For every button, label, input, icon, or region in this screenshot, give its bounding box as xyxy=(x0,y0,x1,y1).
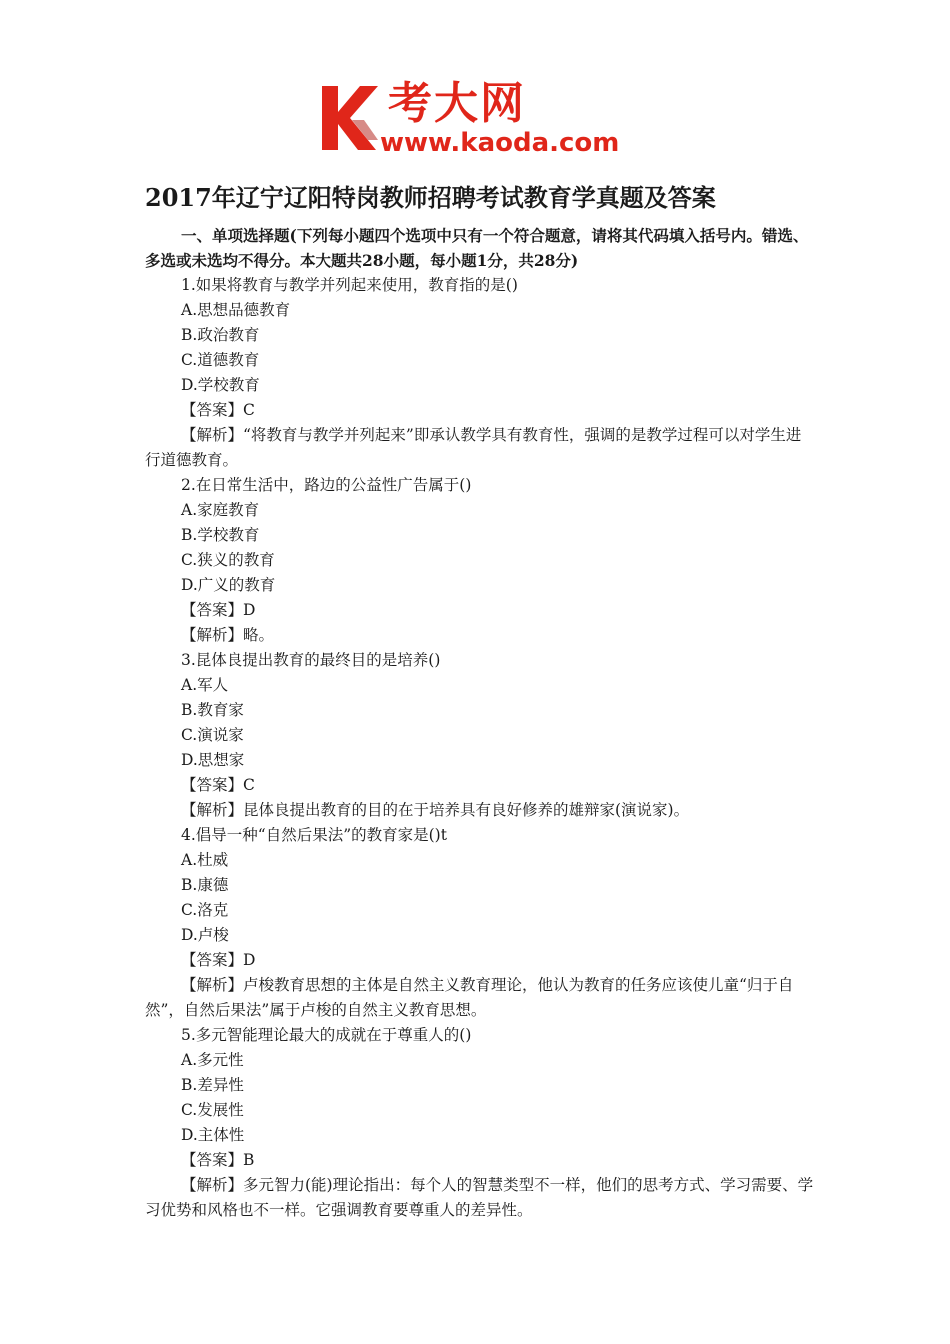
analysis: 【解析】卢梭教育思想的主体是自然主义教育理论，他认为教育的任务应该使儿童“归于自然”，自然后果法”属于卢梭的自然主义教育思想。 xyxy=(145,976,794,1019)
question-stem: 3.昆体良提出教育的最终目的是培养() xyxy=(181,651,441,669)
question-1 xyxy=(145,273,815,473)
answer: 【答案】C xyxy=(181,776,255,794)
document-body xyxy=(145,223,815,1223)
option-d: D.卢梭 xyxy=(181,926,229,944)
kaoda-logo xyxy=(318,78,638,158)
option-a: A.家庭教育 xyxy=(181,501,260,519)
section-heading: 一、单项选择题(下列每小题四个选项中只有一个符合题意，请将其代码填入括号内。错选、多选或未选均不得分。本大题共28小题，每小题1分，共28分) xyxy=(145,226,809,270)
analysis: 【解析】多元智力(能)理论指出：每个人的智慧类型不一样，他们的思考方式、学习需要、学习优势和风格也不一样。它强调教育要尊重人的差异性。 xyxy=(145,1176,814,1219)
question-stem: 1.如果将教育与教学并列起来使用，教育指的是() xyxy=(181,276,518,294)
question-4 xyxy=(145,823,815,1023)
option-b: B.学校教育 xyxy=(181,526,260,544)
question-5 xyxy=(145,1023,815,1223)
option-b: B.康德 xyxy=(181,876,229,894)
option-d: D.思想家 xyxy=(181,751,245,769)
option-c: C.道德教育 xyxy=(181,351,260,369)
analysis: 【解析】昆体良提出教育的目的在于培养具有良好修养的雄辩家(演说家)。 xyxy=(181,801,690,819)
question-stem: 5.多元智能理论最大的成就在于尊重人的() xyxy=(181,1026,472,1044)
option-a: A.军人 xyxy=(181,676,229,694)
option-b: B.教育家 xyxy=(181,701,244,719)
option-d: D.广义的教育 xyxy=(181,576,276,594)
option-c: C.发展性 xyxy=(181,1101,244,1119)
option-b: B.政治教育 xyxy=(181,326,260,344)
logo-brand-name: 考大网 xyxy=(388,78,526,129)
option-c: C.演说家 xyxy=(181,726,244,744)
option-c: C.洛克 xyxy=(181,901,229,919)
question-3 xyxy=(145,648,815,823)
option-c: C.狭义的教育 xyxy=(181,551,275,569)
option-a: A.多元性 xyxy=(181,1051,244,1069)
answer: 【答案】D xyxy=(181,951,256,969)
option-d: D.主体性 xyxy=(181,1126,245,1144)
answer: 【答案】B xyxy=(181,1151,255,1169)
question-2 xyxy=(145,473,815,648)
option-a: A.思想品德教育 xyxy=(181,301,291,319)
analysis: 【解析】略。 xyxy=(181,626,275,644)
answer: 【答案】C xyxy=(181,401,255,419)
option-d: D.学校教育 xyxy=(181,376,260,394)
question-stem: 4.倡导一种“自然后果法”的教育家是()t xyxy=(181,826,447,844)
document-title: 2017年辽宁辽阳特岗教师招聘考试教育学真题及答案 xyxy=(145,183,716,212)
logo-url: www.kaoda.com xyxy=(380,128,620,158)
question-stem: 2.在日常生活中，路边的公益性广告属于() xyxy=(181,476,472,494)
analysis: 【解析】“将教育与教学并列起来”即承认教学具有教育性，强调的是教学过程可以对学生进行道德教育。 xyxy=(145,426,802,469)
answer: 【答案】D xyxy=(181,601,256,619)
option-a: A.杜威 xyxy=(181,851,229,869)
k-logo-icon xyxy=(318,82,380,154)
option-b: B.差异性 xyxy=(181,1076,244,1094)
